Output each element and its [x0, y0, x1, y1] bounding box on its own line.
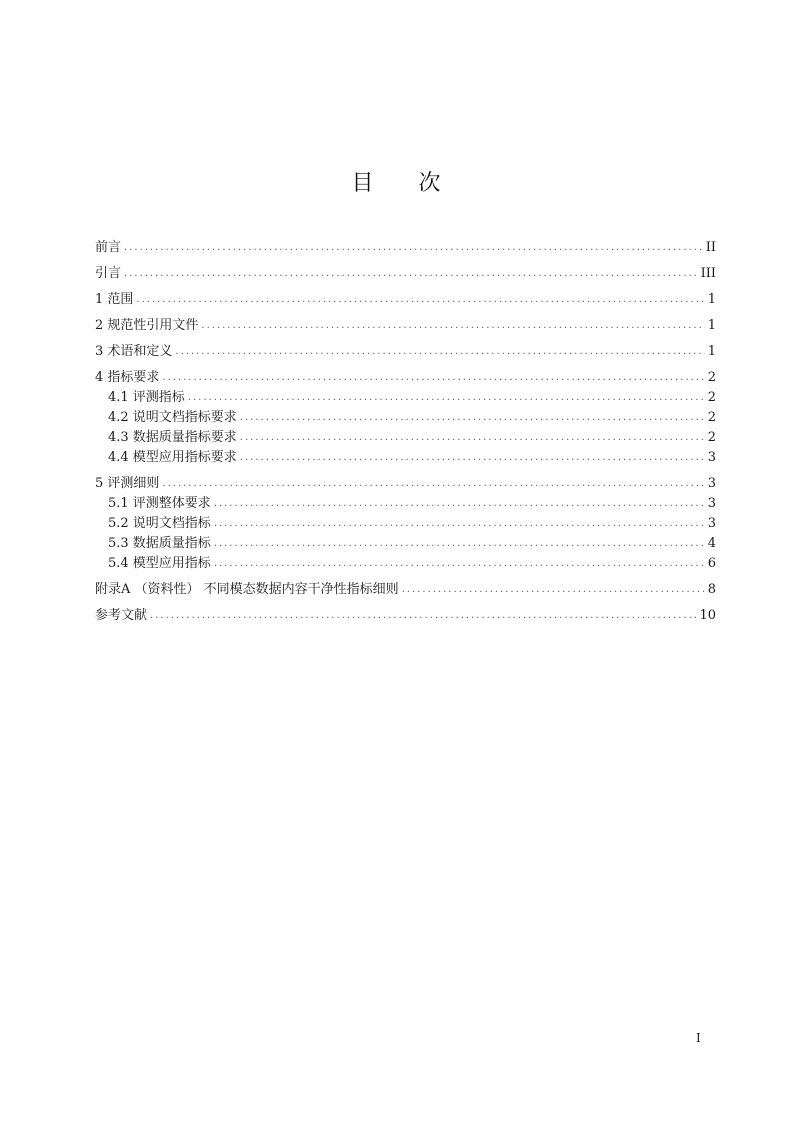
toc-entry-page: 2	[707, 410, 716, 425]
toc-entry-page: 8	[707, 582, 716, 597]
toc-leader-dots	[201, 316, 704, 336]
toc-leader-dots	[402, 580, 705, 600]
toc-leader-dots	[240, 408, 705, 428]
toc-entry[interactable]	[95, 388, 716, 408]
toc-entry-label: 2 规范性引用文件	[95, 318, 199, 333]
toc-entry[interactable]	[95, 474, 716, 494]
toc-entry-page: 10	[699, 608, 716, 623]
toc-leader-dots	[150, 606, 696, 626]
page-title	[0, 166, 793, 197]
toc-entry-page: 1	[707, 318, 716, 333]
toc-entry[interactable]	[95, 316, 716, 336]
toc-entry-page: 1	[707, 344, 716, 359]
toc-entry[interactable]	[95, 534, 716, 554]
toc-entry-page: II	[705, 240, 716, 255]
toc-entry-label: 5.4 模型应用指标	[108, 556, 211, 571]
toc-leader-dots	[162, 474, 704, 494]
toc-entry-page: 6	[707, 556, 716, 571]
toc-entry-page: 2	[707, 430, 716, 445]
table-of-contents	[95, 238, 716, 626]
toc-leader-dots	[124, 264, 698, 284]
toc-entry-page: 2	[707, 390, 716, 405]
toc-entry-label: 4.1 评测指标	[108, 390, 185, 405]
title-char-2: 次	[418, 171, 442, 196]
toc-entry[interactable]	[95, 238, 716, 258]
toc-entry-label: 5.1 评测整体要求	[108, 496, 211, 511]
toc-entry[interactable]	[95, 494, 716, 514]
toc-entry-label: 前言	[95, 240, 122, 255]
toc-entry-page: 4	[707, 536, 716, 551]
toc-leader-dots	[240, 448, 705, 468]
toc-entry-label: 1 范围	[95, 292, 134, 307]
toc-entry[interactable]	[95, 580, 716, 600]
toc-entry[interactable]	[95, 428, 716, 448]
toc-entry-label: 4.4 模型应用指标要求	[108, 450, 237, 465]
toc-entry-page: III	[700, 266, 716, 281]
toc-entry-page: 3	[707, 496, 716, 511]
toc-entry-page: 3	[707, 476, 716, 491]
toc-entry[interactable]	[95, 342, 716, 362]
toc-entry-label: 附录A （资料性） 不同模态数据内容干净性指标细则	[95, 582, 399, 597]
toc-entry[interactable]	[95, 408, 716, 428]
toc-entry[interactable]	[95, 554, 716, 574]
toc-entry[interactable]	[95, 606, 716, 626]
toc-entry[interactable]	[95, 290, 716, 310]
toc-leader-dots	[214, 494, 705, 514]
toc-leader-dots	[188, 388, 705, 408]
toc-entry-label: 5.3 数据质量指标	[108, 536, 211, 551]
page-number: I	[696, 1031, 701, 1045]
toc-entry-label: 4.2 说明文档指标要求	[108, 410, 237, 425]
toc-entry[interactable]	[95, 448, 716, 468]
toc-leader-dots	[175, 342, 704, 362]
title-char-1: 目	[351, 171, 375, 196]
toc-leader-dots	[214, 514, 705, 534]
toc-entry-label: 引言	[95, 266, 122, 281]
toc-leader-dots	[162, 368, 704, 388]
toc-entry-label: 3 术语和定义	[95, 344, 173, 359]
toc-entry-label: 4 指标要求	[95, 370, 160, 385]
toc-entry-page: 1	[707, 292, 716, 307]
toc-entry[interactable]	[95, 368, 716, 388]
toc-entry-page: 2	[707, 370, 716, 385]
toc-leader-dots	[124, 238, 703, 258]
toc-leader-dots	[240, 428, 705, 448]
toc-leader-dots	[214, 534, 705, 554]
toc-entry-label: 参考文献	[95, 608, 148, 623]
toc-entry[interactable]	[95, 264, 716, 284]
toc-entry-label: 4.3 数据质量指标要求	[108, 430, 237, 445]
toc-entry-page: 3	[707, 450, 716, 465]
toc-entry-label: 5.2 说明文档指标	[108, 516, 211, 531]
toc-leader-dots	[214, 554, 705, 574]
toc-leader-dots	[136, 290, 704, 310]
toc-entry[interactable]	[95, 514, 716, 534]
toc-entry-page: 3	[707, 516, 716, 531]
toc-entry-label: 5 评测细则	[95, 476, 160, 491]
